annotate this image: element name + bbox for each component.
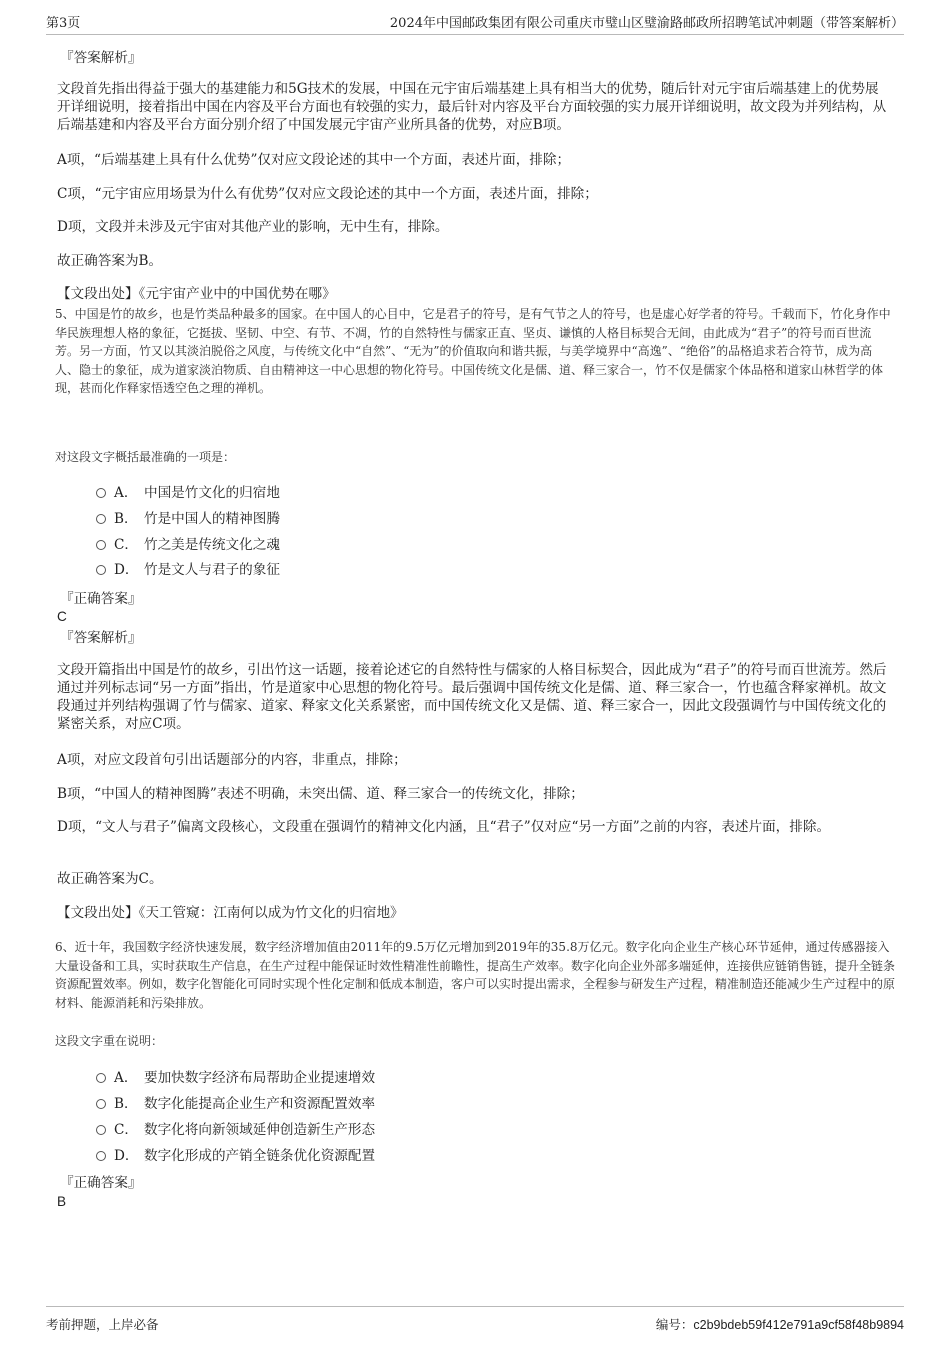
footer-code [656,1315,904,1333]
radio-icon[interactable] [96,1073,106,1083]
footer-slogan: 考前押题，上岸必备 [46,1317,159,1332]
option-text: 竹之美是传统文化之魂 [144,537,280,553]
option-text: 数字化形成的产销全链条优化资源配置 [144,1148,376,1164]
option-letter: D． [114,1148,139,1164]
q6-option-d[interactable] [96,1147,375,1165]
q4-note-d: D项，文段并未涉及元宇宙对其他产业的影响，无中生有，排除。 [57,219,449,235]
q5-passage: 5、中国是竹的故乡，也是竹类品种最多的国家。在中国人的心目中，它是君子的符号，是有气节之人的符号，也是虚心好学者的符号。千载而下，竹化身作中华民族理想人格的象征，它挺拔、坚韧、中空、有节、不凋，竹的自然特性与儒家正直、坚贞、谦慎的人格目标契合无间，由此成为“君子”的符号而百世流芳。另一方面，竹又以其淡泊脱俗之风度，与传统文化中“自然”、“无为”的价值取向和谐共振，与美学境界中“高逸”、“绝俗”的品格追求若合符节，成为高人、隐士的象征，成为道家淡泊物质、自由精神这一中心思想的物化符号。中国传统文化是儒、道、释三家合一，竹不仅是儒家个体品格和道家山林哲学的体现，甚而化作释家悟透空色之理的禅机。 [55,307,891,395]
q5-answer: C [57,609,67,624]
option-letter: C． [114,537,138,553]
document-title: 2024年中国邮政集团有限公司重庆市璧山区璧渝路邮政所招聘笔试冲刺题（带答案解析） [389,16,904,31]
option-text: 中国是竹文化的归宿地 [144,485,280,501]
radio-icon[interactable] [96,514,106,524]
footer-code-label: 编号： [655,1317,694,1332]
q6-answer: B [57,1194,67,1209]
option-letter: A． [114,1070,138,1086]
page-header [46,16,904,35]
option-text: 竹是中国人的精神图腾 [144,511,280,527]
option-letter: D． [114,562,139,578]
q5-option-a[interactable] [96,484,280,502]
q4-note-a: A项，“后端基建上具有什么优势”仅对应文段论述的其中一个方面，表述片面，排除； [57,152,571,168]
option-letter: C． [114,1122,138,1138]
q6-option-b[interactable] [96,1095,375,1113]
q4-source: 【文段出处】《元宇宙产业中的中国优势在哪》 [57,286,336,302]
q5-option-b[interactable] [96,510,280,528]
option-text: 要加快数字经济布局帮助企业提速增效 [144,1070,376,1086]
q5-note-d: D项，“文人与君子”偏离文段核心，文段重在强调竹的精神文化内涵，且“君子”仅对应“另一方面”之前的内容，表述片面，排除。 [57,819,831,835]
radio-icon[interactable] [96,540,106,550]
q4-conclusion: 故正确答案为B。 [57,253,163,269]
q5-answer-label: 『正确答案』 [60,591,142,607]
option-letter: B． [114,511,138,527]
q5-analysis-label: 『答案解析』 [60,630,142,646]
option-text: 数字化将向新领域延伸创造新生产形态 [144,1122,376,1138]
radio-icon[interactable] [96,1099,106,1109]
page-footer [46,1306,904,1331]
page-number: 第3页 [46,16,81,31]
q5-conclusion: 故正确答案为C。 [57,871,163,887]
q6-option-c[interactable] [96,1121,375,1139]
q4-analysis-label: 『答案解析』 [60,50,142,66]
q6-passage: 6、近十年，我国数字经济快速发展，数字经济增加值由2011年的9.5万亿元增加到2019年的35.8万亿元。数字化向企业生产核心环节延伸，通过传感器接入大量设备和工具，实时获取生产信息，在生产过程中能保证时效性精准性前瞻性，提高生产效率。数字化向企业外部多端延伸，连接供应链销售链，提升全链条资源配置效率。例如，数字化智能化可同时实现个性化定制和低成本制造，客户可以实时提出需求，全程参与研发生产过程，精准制造还能减少生产过程中的原材料、能源消耗和污染排放。 [55,940,896,1010]
option-text: 竹是文人与君子的象征 [144,562,280,578]
q5-question: 对这段文字概括最准确的一项是： [55,450,236,464]
q5-option-c[interactable] [96,536,280,554]
q4-note-c: C项，“元宇宙应用场景为什么有优势”仅对应文段论述的其中一个方面，表述片面，排除； [57,186,598,202]
q5-note-b: B项，“中国人的精神图腾”表述不明确，未突出儒、道、释三家合一的传统文化，排除； [57,786,584,802]
q5-note-a: A项，对应文段首句引出话题部分的内容，非重点，排除； [57,752,407,768]
option-letter: B． [114,1096,138,1112]
radio-icon[interactable] [96,565,106,575]
radio-icon[interactable] [96,1125,106,1135]
option-text: 数字化能提高企业生产和资源配置效率 [144,1096,376,1112]
radio-icon[interactable] [96,488,106,498]
radio-icon[interactable] [96,1151,106,1161]
q6-answer-label: 『正确答案』 [60,1175,142,1191]
q4-analysis-text: 文段首先指出得益于强大的基建能力和5G技术的发展，中国在元宇宙后端基建上具有相当大的优势，随后针对元宇宙后端基建上的优势展开详细说明，接着指出中国在内容及平台方面也有较强的实力，最后针对内容及平台方面较强的实力展开详细说明，故文段为并列结构，从后端基建和内容及平台方面分别介绍了中国发展元宇宙产业所具备的优势，对应B项。 [57,81,887,133]
q5-option-d[interactable] [96,561,280,579]
option-letter: A． [114,485,138,501]
q6-option-a[interactable] [96,1069,375,1087]
q5-source: 【文段出处】《天工管窥：江南何以成为竹文化的归宿地》 [57,905,404,921]
q5-analysis-text: 文段开篇指出中国是竹的故乡，引出竹这一话题，接着论述它的自然特性与儒家的人格目标契合，因此成为“君子”的符号而百世流芳。然后通过并列标志词“另一方面”指出，竹是道家中心思想的物化符号。最后强调中国传统文化是儒、道、释三家合一，竹也蕴含释家禅机。故文段通过并列结构强调了竹与儒家、道家、释家文化关系紧密，而中国传统文化又是儒、道、释三家合一，因此文段强调竹与中国传统文化的紧密关系，对应C项。 [57,662,887,732]
footer-code-value: c2b9bdeb59f412e791a9cf58f48b9894 [693,1318,904,1332]
q6-question: 这段文字重在说明： [55,1034,164,1048]
